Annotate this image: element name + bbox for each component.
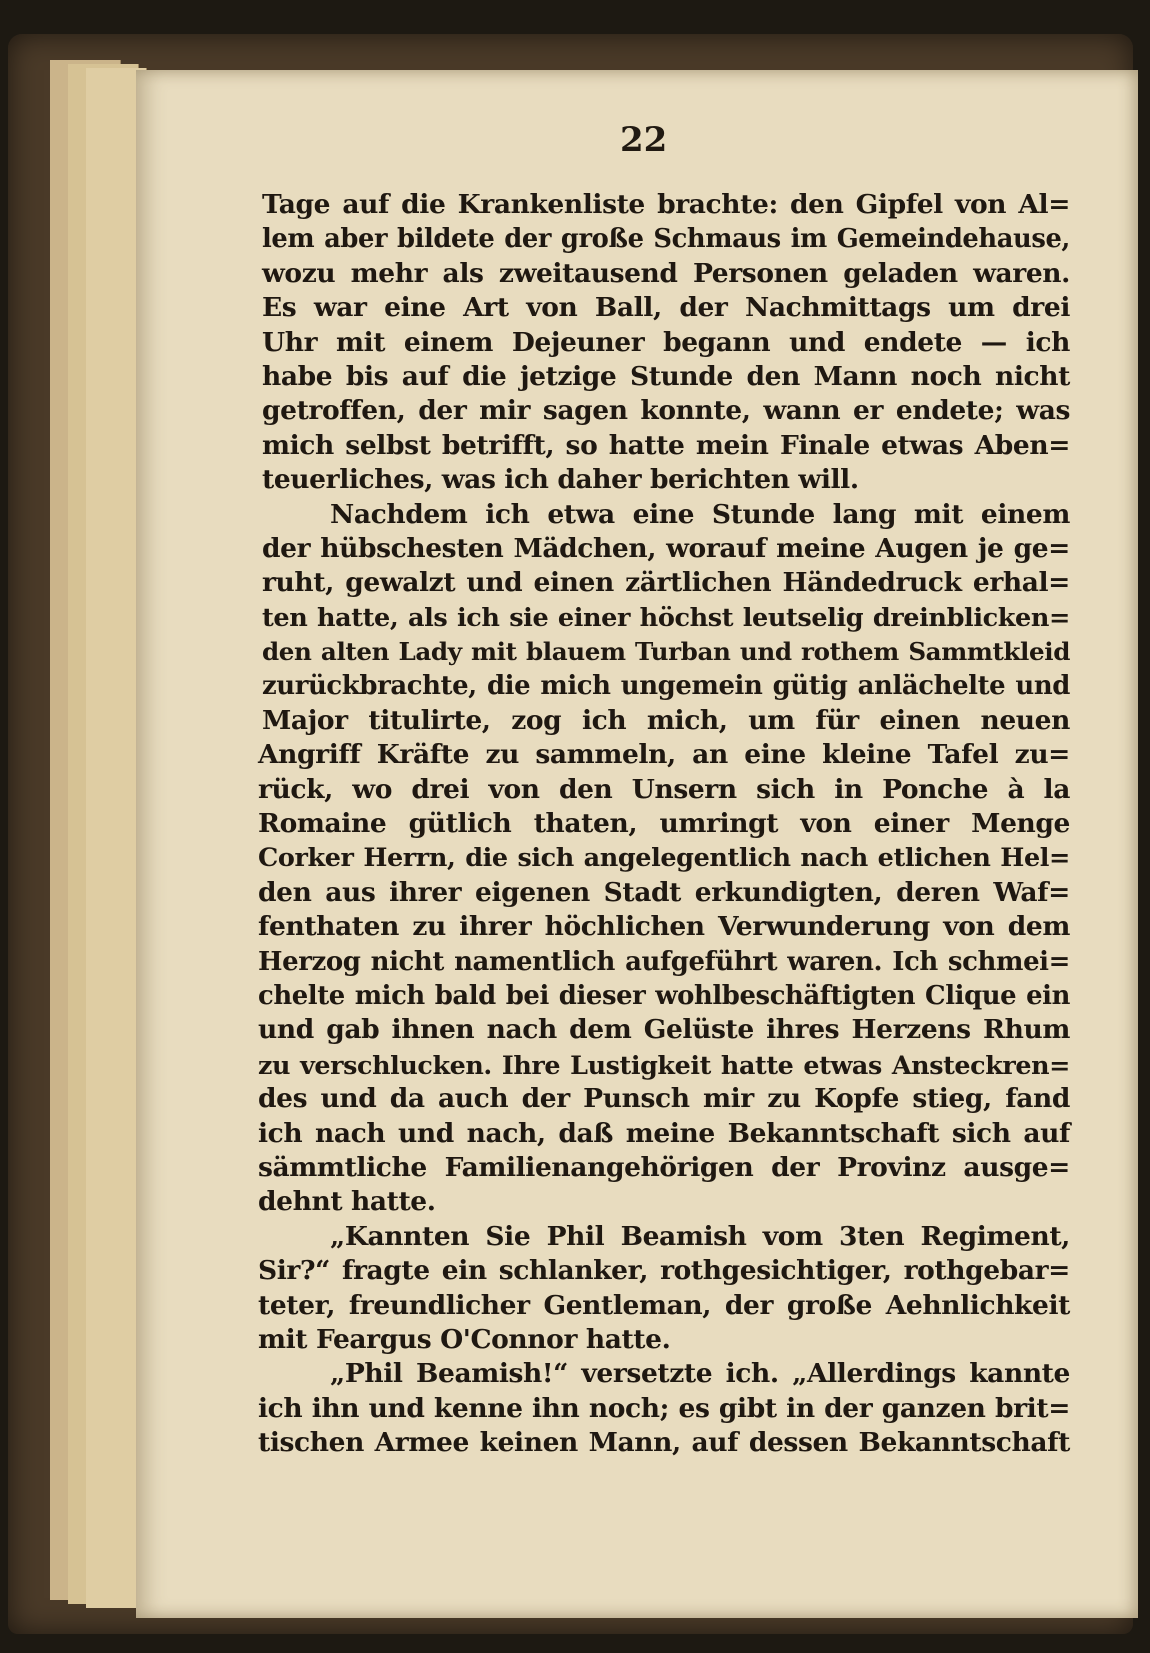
page-number: 22 [620,120,668,160]
text-line: ich ihn und kenne ihn noch; es gibt in der ganzen brit= [258,1392,1070,1424]
text-line: teter, freundlicher Gentleman, der große Aehnlichkeit [258,1289,1070,1321]
text-line: der hübschesten Mädchen, worauf meine Augen je ge= [262,532,1070,564]
text-line: „Kannten Sie Phil Beamish vom 3ten Regiment, [330,1220,1070,1252]
text-line: Sir?“ fragte ein schlanker, rothgesichtiger, rothgebar= [258,1255,1070,1287]
text-line: ich nach und nach, daß meine Bekanntschaft sich auf [258,1117,1070,1149]
text-line: mich selbst betrifft, so hatte mein Finale etwas Aben= [262,429,1070,461]
text-line: zurückbrachte, die mich ungemein gütig anlächelte und [262,671,1070,702]
text-line: zu verschlucken. Ihre Lustigkeit hatte etwas Ansteckren= [258,1049,1070,1080]
text-line: sämmtliche Familienangehörigen der Provinz ausge= [258,1151,1070,1183]
text-line: habe bis auf die jetzige Stunde den Mann noch nicht [262,360,1070,392]
text-line: Uhr mit einem Dejeuner begann und endete — ich [262,326,1070,358]
text-line: mit Feargus O'Connor hatte. [258,1323,671,1355]
text-line: Corker Herrn, die sich angelegentlich nach etlichen Hel= [258,843,1070,874]
text-line: Es war eine Art von Ball, der Nachmittags um drei [262,292,1070,324]
text-line: Tage auf die Krankenliste brachte: den Gipfel von Al= [262,189,1070,220]
text-line: Romaine gütlich thaten, umringt von einer Menge [258,808,1070,840]
text-line: rück, wo drei von den Unsern sich in Ponche à la [258,773,1070,805]
text-line: dehnt hatte. [258,1186,436,1218]
text-line: teuerliches, was ich daher berichten will. [262,464,859,496]
text-line: lem aber bildete der große Schmaus im Gemeindehause, [262,224,1070,255]
text-line: und gab ihnen nach dem Gelüste ihres Herzens Rhum [258,1014,1070,1046]
text-line: den aus ihrer eigenen Stadt erkundigten, deren Waf= [258,876,1070,908]
text-line: wozu mehr als zweitausend Personen geladen waren. [262,257,1070,289]
text-line: Major titulirte, zog ich mich, um für einen neuen [262,704,1070,736]
text-line: chelte mich bald bei dieser wohlbeschäftigten Clique ein [258,980,1070,1011]
text-line: Angriff Kräfte zu sammeln, an eine kleine Tafel zu= [258,739,1070,771]
text-line: fenthaten zu ihrer höchlichen Verwunderung von dem [258,911,1070,943]
text-line: „Phil Beamish!“ versetzte ich. „Allerdings kannte [330,1358,1070,1390]
text-line: Nachdem ich etwa eine Stunde lang mit einem [330,498,1070,530]
text-line: getroffen, der mir sagen konnte, wann er endete; was [262,395,1070,427]
text-line: des und da auch der Punsch mir zu Kopfe stieg, fand [258,1083,1070,1115]
text-line: ruht, gewalzt und einen zärtlichen Händedruck erhal= [262,567,1070,599]
text-line: Herzog nicht namentlich aufgeführt waren. Ich schmei= [258,946,1070,977]
text-line: den alten Lady mit blauem Turban und rothem Sammtkleid [262,637,1070,667]
text-line: ten hatte, als ich sie einer höchst leutselig dreinblicken= [262,602,1070,633]
text-line: tischen Armee keinen Mann, auf dessen Bekanntschaft [258,1427,1070,1459]
body-text [258,188,1070,1460]
